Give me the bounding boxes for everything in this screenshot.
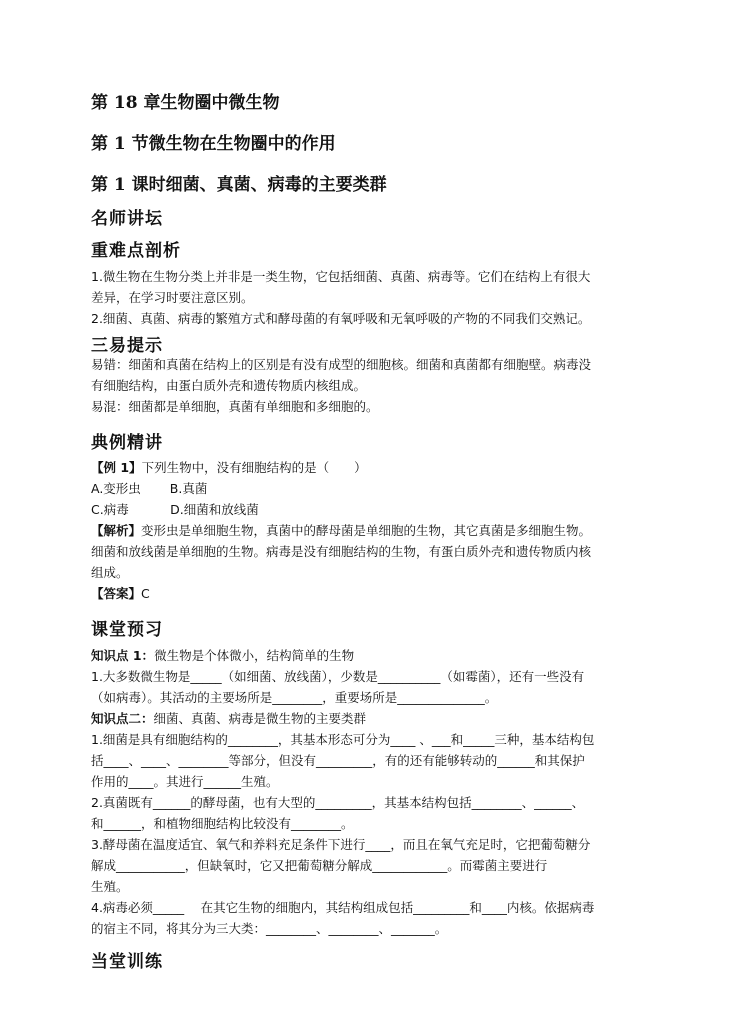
fill-blank-line: 3.酵母菌在温度适宜、氧气和养料充足条件下进行____，而且在氧气充足时，它把葡萄糖分 — [91, 837, 591, 852]
fill-blank-line: 的宿主不同，将其分为三大类：________、________、_______。 — [91, 921, 448, 936]
knowledge-label: 知识点二： — [91, 711, 154, 726]
heading-training: 当堂训练 — [91, 952, 163, 972]
tip-line: 易混：细菌都是单细胞，真菌有单细胞和多细胞的。 — [91, 399, 379, 414]
fill-blank-line: 4.病毒必须_____ 在其它生物的细胞内，其结构组成包括_________和____内核。依据病毒 — [91, 900, 595, 915]
answer-tag: 【答案】 — [91, 586, 142, 601]
fill-blank-line: 2.真菌既有______的酵母菌，也有大型的_________，其基本结构包括________、______、 — [91, 795, 585, 810]
fill-blank-line: 解成___________，但缺氧时，它又把葡萄糖分解成____________。而霉菌主要进行 — [91, 858, 548, 873]
key-point-line: 2.细菌、真菌、病毒的繁殖方式和酵母菌的有氧呼吸和无氧呼吸的产物的不同我们交熟记。 — [91, 311, 591, 326]
fill-blank-line: 作用的____。其进行______生殖。 — [91, 774, 279, 789]
knowledge-point-1 — [91, 646, 354, 666]
fill-blank-line: 和______，和植物细胞结构比较没有________。 — [91, 816, 354, 831]
fill-blank-line: 1.大多数微生物是_____（如细菌、放线菌），少数是__________（如霉菌），还有一些没有 — [91, 669, 585, 684]
heading-tips: 三易提示 — [91, 336, 163, 356]
knowledge-point-2 — [91, 709, 366, 729]
key-point-line: 1.微生物在生物分类上并非是一类生物，它包括细菌、真菌、病毒等。它们在结构上有很大 — [91, 269, 591, 284]
lesson-title: 第 1 课时细菌、真菌、病毒的主要类群 — [91, 175, 387, 195]
tip-line: 易错：细菌和真菌在结构上的区别是有没有成型的细胞核。细菌和真菌都有细胞壁。病毒没 — [91, 357, 592, 372]
example-question-text: 下列生物中，没有细胞结构的是（ ） — [141, 460, 367, 475]
fill-blank-line: 生殖。 — [91, 879, 129, 894]
knowledge-text: 微生物是个体微小，结构简单的生物 — [154, 648, 355, 663]
heading-key-points: 重难点剖析 — [91, 241, 181, 261]
example-options-row: A.变形虫 B.真菌 — [91, 481, 208, 496]
heading-examples: 典例精讲 — [91, 433, 163, 453]
section-title: 第 1 节微生物在生物圈中的作用 — [91, 134, 336, 154]
chapter-title: 第 18 章生物圈中微生物 — [91, 93, 280, 113]
analysis-line: 细菌和放线菌是单细胞的生物。病毒是没有细胞结构的生物，有蛋白质外壳和遗传物质内核 — [91, 544, 592, 559]
analysis-line: 组成。 — [91, 565, 129, 580]
example-answer — [91, 584, 150, 604]
knowledge-label: 知识点 1： — [91, 648, 155, 663]
answer-value: C — [141, 586, 150, 601]
example-analysis — [91, 521, 591, 541]
example-tag: 【例 1】 — [91, 460, 142, 475]
heading-preview: 课堂预习 — [91, 620, 163, 640]
fill-blank-line: 括____、____、________等部分，但没有_________，有的还有能够转动的______和其保护 — [91, 753, 585, 768]
analysis-text: 变形虫是单细胞生物，真菌中的酵母菌是单细胞的生物，其它真菌是多细胞生物。 — [141, 523, 592, 538]
analysis-tag: 【解析】 — [91, 523, 142, 538]
heading-teacher: 名师讲坛 — [91, 209, 163, 229]
knowledge-text: 细菌、真菌、病毒是微生物的主要类群 — [153, 711, 367, 726]
fill-blank-line: （如病毒）。其活动的主要场所是________，重要场所是______________。 — [91, 690, 498, 705]
fill-blank-line: 1.细菌是具有细胞结构的________，其基本形态可分为____ 、___和_____三种，基本结构包 — [91, 732, 595, 747]
tip-line: 有细胞结构，由蛋白质外壳和遗传物质内核组成。 — [91, 378, 367, 393]
example-options-row: C.病毒 D.细菌和放线菌 — [91, 502, 259, 517]
key-point-line: 差异，在学习时要注意区别。 — [91, 290, 254, 305]
example-question — [91, 458, 367, 478]
